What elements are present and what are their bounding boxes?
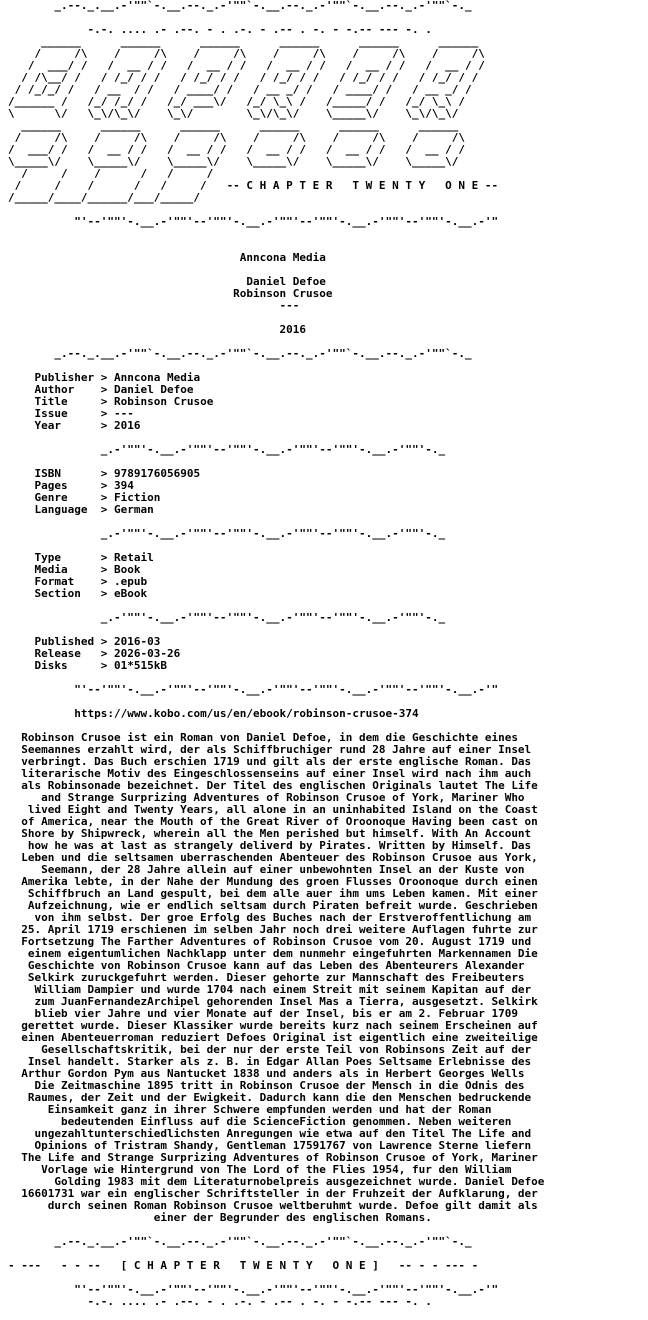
info-issue-key: Issue — [34, 407, 68, 420]
info-isbn-key: ISBN — [34, 467, 61, 480]
info-title-key: Title — [34, 395, 68, 408]
ascii-morse-top: -.-. .... .- .--. - . .-. - .-- . -. - -.-- --- -. . — [8, 23, 432, 36]
description-line: durch seinen Roman Robinson Crusoe weltberuhmt wurde. Defoe gilt damit als — [8, 1199, 538, 1212]
description-line: Arthur Gordon Pym aus Nantucket 1838 und anders als in Herbert Georges Wells — [8, 1067, 525, 1080]
description-line: Opinions of Tristram Shandy, Gentleman 17591767 von Lawrence Sterne liefern — [8, 1139, 532, 1152]
info-type-value: Retail — [113, 551, 154, 564]
description-line: blieb vier Jahre und vier Monate auf der Insel, bis er am 2. Februar 1709 — [8, 1007, 518, 1020]
ascii-logo-line: / /_/_/ / / __ / / / ____/ / / __ _/ / / ____/ / / __ _/ / — [8, 83, 472, 96]
info-issue-value: --- — [113, 407, 134, 420]
description-line: Raumes, der Zeit und der Ewigkeit. Dadurch kann die den Menschen bedruckende — [8, 1091, 532, 1104]
description-line: ungezahltunterschiedlichsten Anregungen wie etwa auf den Titel The Life and — [8, 1127, 532, 1140]
ascii-logo-line: /______ / /_/ /_/ / /_/ ___\/ /_/ \_\ / /_____/ / /_/ \_\ / — [8, 95, 465, 108]
info-author-key: Author — [34, 383, 75, 396]
ascii-logo-tail: / / / / / / — [8, 179, 207, 192]
info-release-value: 2026-03-26 — [113, 647, 181, 660]
ascii-wave-separator: _.--._.__.-'""`-.__.--._.-'""`-.__.--._.-'""`-.__.--._.-'""`-._ — [8, 347, 472, 360]
ascii-wave-separator: _.-'""'-.__.-'""'--'""'-.__.-'""'--'""'-.__.-'""'-._ — [8, 611, 446, 624]
info-language-value: German — [113, 503, 154, 516]
description-line: Aufzeichnung, wie er endlich seltsam durch Piraten befreit wurde. Geschrieben — [8, 899, 538, 912]
description-line: Vorlage wie Hintergrund von The Lord of the Flies 1954, fur den William — [8, 1163, 512, 1176]
ascii-logo-line: ______ ______ ______ ______ ______ ______ — [8, 119, 459, 132]
info-type-key: Type — [34, 551, 61, 564]
description-line: Seemannes erzahlt wird, der als Schiffbruchiger rund 28 Jahre auf einer Insel — [8, 743, 532, 756]
description-line: 25. April 1719 erschienen im selben Jahr noch drei weitere Auflagen fuhrte zur — [8, 923, 538, 936]
info-year-value: 2016 — [113, 419, 141, 432]
description-line: Fortsetzung The Farther Adventures of Robinson Crusoe vom 20. August 1719 und — [8, 935, 532, 948]
ascii-wave-footer: "'--'""'-.__.-'""'--'""'-.__.-'""'--'""'-.__.-'""'--'""'-.__.-'" — [8, 1283, 499, 1296]
description-line: Geschichte von Robinson Crusoe kann auf das Leben des Abenteurers Alexander — [8, 959, 525, 972]
description-line: Gesellschaftskritik, bei der nur der erste Teil von Robinsons Zeit auf der — [8, 1043, 532, 1056]
header-publisher: Anncona Media — [239, 251, 326, 264]
description-line: Shore by Shipwreck, wherein all the Men perished but himself. With An Account — [8, 827, 532, 840]
ascii-wave-separator: _.-'""'-.__.-'""'--'""'-.__.-'""'--'""'-.__.-'""'-._ — [8, 443, 446, 456]
info-isbn-value: 9789176056905 — [113, 467, 201, 480]
ascii-wave-top: _.--._.__.-'""`-.__.--._.-'""`-.__.--._.-'""`-.__.--._.-'""`-._ — [8, 0, 472, 12]
header-year: 2016 — [279, 323, 307, 336]
info-section-value: eBook — [113, 587, 148, 600]
description-line: bedeutenden Einfluss auf die ScienceFiction genommen. Neben weiteren — [8, 1115, 512, 1128]
ascii-logo-line: / ___/ / / __ / / / __ / / / __ / / / __ / / / __ / / — [8, 143, 465, 156]
description-line: Selkirk zuruckgefuhrt werden. Dieser gehorte zur Mannschaft des Freibeuters — [8, 971, 525, 984]
description-line: and Strange Surprizing Adventures of Robinson Crusoe of York, Mariner Who — [8, 791, 525, 804]
description-line: Insel handelt. Starker als z. B. in Edgar Allan Poes Seltsame Erlebnisse des — [8, 1055, 532, 1068]
source-url: https://www.kobo.com/us/en/ebook/robinson-crusoe-374 — [74, 707, 419, 720]
chapter-footer: - --- - - -- [ C H A P T E R T W E N T Y O N E ] -- - - --- - — [8, 1259, 479, 1272]
description-line: einer der Begrunder des englischen Romans. — [8, 1211, 432, 1224]
ascii-logo-line: / /\ / /\ / /\ / /\ / /\ / /\ — [8, 131, 465, 144]
description-line: einen Abenteuerroman reduziert Defoes Original ist eigentlich eine zweiteilige — [8, 1031, 538, 1044]
ascii-wave-bottom: _.--._.__.-'""`-.__.--._.-'""`-.__.--._.-'""`-.__.--._.-'""`-._ — [8, 1235, 472, 1248]
info-publisher-key: Publisher — [34, 371, 95, 384]
description-line: Amerika lebte, in der Nahe der Mundung des groen Flusses Oroonoque durch einen — [8, 875, 538, 888]
header-title: Robinson Crusoe — [233, 287, 333, 300]
ascii-morse-bottom: -.-. .... .- .--. - . .-. - .-- . -. - -.-- --- -. . — [8, 1295, 432, 1308]
info-release-key: Release — [34, 647, 81, 660]
description-line: William Dampier und wurde 1704 nach einem Streit mit seinem Kapitan auf der — [8, 983, 532, 996]
description-line: gerettet wurde. Dieser Klassiker wurde bereits kurz nach seinem Erscheinen auf — [8, 1019, 538, 1032]
info-media-key: Media — [34, 563, 68, 576]
description-line: Schiffbruch an Land gespult, bei dem alle auer ihm ums Leben kamen. Mit einer — [8, 887, 538, 900]
header-author: Daniel Defoe — [246, 275, 326, 288]
description-line: The Life and Strange Surprizing Adventures of Robinson Crusoe of York, Mariner — [8, 1151, 538, 1164]
info-publisher-value: Anncona Media — [113, 371, 201, 384]
ascii-logo-line: / /\__/ / / /_/ / / / /_/ / / / /_/ / / / /_/ / / / /_/ / / — [8, 71, 479, 84]
ascii-logo-line: ______ ______ ______ ______ ______ ______ — [8, 35, 479, 48]
ascii-logo-tail: / / / / / / — [8, 167, 214, 180]
chapter-heading: -- C H A P T E R T W E N T Y O N E -- — [226, 179, 499, 192]
ascii-wave-separator: "'--'""'-.__.-'""'--'""'-.__.-'""'--'""'-.__.-'""'--'""'-.__.-'" — [8, 683, 499, 696]
info-format-value: .epub — [114, 575, 148, 588]
ascii-wave-separator: _.-'""'-.__.-'""'--'""'-.__.-'""'--'""'-.__.-'""'-._ — [8, 527, 446, 540]
description-line: Leben und die seltsamen uberraschenden Abenteuer des Robinson Crusoe aus York, — [8, 851, 538, 864]
description-line: how he was at last as strangely deliverd by Pirates. Written by Himself. Das — [8, 839, 532, 852]
description-line: Einsamkeit ganz in ihrer Schwere empfunden werden und hat der Roman — [8, 1103, 492, 1116]
ascii-logo-tail: /_____/____/______/___/_____/ — [8, 191, 201, 204]
info-section-key: Section — [34, 587, 81, 600]
description-line: of America, near the Mouth of the Great River of Oroonoque Having been cast on — [8, 815, 538, 828]
header-issue: --- — [279, 299, 300, 312]
description-line: Seemann, der 28 Jahre allein auf einer unbewohnten Insel an der Kuste von — [8, 863, 525, 876]
description-line: 16601731 war ein englischer Schriftsteller in der Fruhzeit der Aufklarung, der — [8, 1187, 538, 1200]
info-disks-value: 01*515kB — [113, 659, 167, 672]
info-genre-key: Genre — [34, 491, 68, 504]
description-line: Die Zeitmaschine 1895 tritt in Robinson Crusoe der Mensch in die Odnis des — [8, 1079, 525, 1092]
info-media-value: Book — [113, 563, 141, 576]
info-format-key: Format — [34, 575, 75, 588]
info-author-value: Daniel Defoe — [114, 383, 194, 396]
info-published-key: Published — [34, 635, 95, 648]
info-year-key: Year — [34, 419, 61, 432]
description-line: Golding 1983 mit dem Literaturnobelpreis ausgezeichnet wurde. Daniel Defoe — [8, 1175, 545, 1188]
info-title-value: Robinson Crusoe — [113, 395, 214, 408]
nfo-document: _.--._.__.-'""`-.__.--._.-'""`-.__.--._.-'""`-.__.--._.-'""`-._ -.-. .... .- .--. - . .-. - .-- . -. - -.-- --- -. . ______ ______ ______ ______ ______ ______ / /\ / /\ / /\ / /\ / /\ / /\ / ___/ / / __ / / / __ / / / __ / / / __ / / / __ / / / /\__/ / / /_/ / / / /_/ / / / /_/ / / / /_/ / / / /_/ / / / /_/_/ / / __ / / / ____/ / / __ _/ / / ____/ / / __ _/ / /______ / /_/ /_/ / /_/ ___\/ /_/ \_\ / /_____/ / /_/ \_\ / \ \/ \_\/\_\/ \_\/ \_\/\_\/ \_____\/ \_\/\_\/ ______ ______ ______ ______ ______ ______ / /\ / /\ / /\ / /\ / /\ / /\ / ___/ / / __ / / / __ / / / __ / / / __ / / / __ / / \_____\/ \_____\/ \_____\/ \_____\/ \_____\/ \_____\/ / / / / / / / / / / / / -- C H A P T E R T W E N T Y O N E -- /_____/____/______/___/_____/ "'--'""'-.__.-'""'--'""'-.__.-'""'--'""'-.__.-'""'--'""'-.__.-'" Anncona Media Daniel Defoe Robinson Crusoe --- 2016 _.--._.__.-'""`-.__.--._.-'""`-.__.--._.-'""`-.__.--._.-'""`-._ Publisher > Anncona Media Author > Daniel Defoe Title > Robinson Crusoe Issue > --- Year > 2016 _.-'""'-.__.-'""'--'""'-.__.-'""'--'""'-.__.-'""'-._ ISBN > 9789176056905 Pages > 394 Genre > Fiction Language > German _.-'""'-.__.-'""'--'""'-.__.-'""'--'""'-.__.-'""'-._ Type > Retail Media > Book Format > .epub Section > eBook _.-'""'-.__.-'""'--'""'-.__.-'""'--'""'-.__.-'""'-._ Published > 2016-03 Release > 2026-03-26 Disks > 01*515kB "'--'""'-.__.-'""'--'""'-.__.-'""'--'""'-.__.-'""'--'""'-.__.-'" https://www.kobo.com/us/en/ebook/robinson-crusoe-374 Robinson Crusoe ist ein Roman von Daniel Defoe, in dem die Geschichte eines Seemannes erzahlt wird, der als Schiffbruchiger rund 28 Jahre auf einer Insel verbringt. Das Buch erschien 1719 und gilt als der erste englische Roman. Das literarische Motiv des Eingeschlossenseins auf einer Insel wird nach ihm auch als Robinsonade bezeichnet. Der Titel des englischen Originals lautet The Life and Strange Surprizing Adventures of Robinson Crusoe of York, Mariner Who lived Eight and Twenty Years, all alone in an uninhabited Island on the Coast of America, near the Mouth of the Great River of Oroonoque Having been cast on Shore by Shipwreck, wherein all the Men perished but himself. With An Account how he was at last as strangely deliverd by Pirates. Written by Himself. Das Leben und die seltsamen uberraschenden Abenteuer des Robinson Crusoe aus York, Seemann, der 28 Jahre allein auf einer unbewohnten Insel an der Kuste von Amerika lebte, in der Nahe der Mundung des groen Flusses Oroonoque durch einen Schiffbruch an Land gespult, bei dem alle auer ihm ums Leben kamen. Mit einer Aufzeichnung, wie er endlich seltsam durch Piraten befreit wurde. Geschrieben von ihm selbst. Der groe Erfolg des Buches nach der Erstveroffentlichung am 25. April 1719 erschienen im selben Jahr noch drei weitere Auflagen fuhrte zur Fortsetzung The Farther Adventures of Robinson Crusoe vom 20. August 1719 und einem eigentumlichen Nachklapp unter dem nunmehr eingefuhrten Markennamen Die Geschichte von Robinson Crusoe kann auf das Leben des Abenteurers Alexander Selkirk zuruckgefuhrt werden. Dieser gehorte zur Mannschaft des Freibeuters William Dampier und wurde 1704 nach einem Streit mit seinem Kapitan auf der zum JuanFernandezArchipel gehorenden Insel Mas a Tierra, ausgesetzt. Selkirk blieb vier Jahre und vier Monate auf der Insel, bis er am 2. Februar 1709 gerettet wurde. Dieser Klassiker wurde bereits kurz nach seinem Erscheinen auf einen Abenteuerroman reduziert Defoes Original ist eigentlich eine zweiteilige Gesellschaftskritik, bei der nur der erste Teil von Robinsons Zeit auf der Insel handelt. Starker als z. B. in Edgar Allan Poes Seltsame Erlebnisse des Arthur Gordon Pym aus Nantucket 1838 und anders als in Herbert Georges Wells Die Zeitmaschine 1895 tritt in Robinson Crusoe der Mensch in die Odnis des Raumes, der Zeit und der Ewigkeit. Dadurch kann die den Menschen bedruckende Einsamkeit ganz in ihrer Schwere empfunden werden und hat der Roman bedeutenden Einfluss auf die ScienceFiction genommen. Neben weiteren ungezahltunterschiedlichsten Anregungen wie etwa auf den Titel The Life and Opinions of Tristram Shandy, Gentleman 17591767 von Lawrence Sterne liefern The Life and Strange Surprizing Adventures of Robinson Crusoe of York, Mariner Vorlage wie Hintergrund von The Lord of the Flies 1954, fur den William Golding 1983 mit dem Literaturnobelpreis ausgezeichnet wurde. Daniel Defoe 16601731 war ein englischer Schriftsteller in der Fruhzeit der Aufklarung, der durch seinen Roman Robinson Crusoe weltberuhmt wurde. Defoe gilt damit als einer der Begrunder des englischen Romans. _.--._.__.-'""`-.__.--._.-'""`-.__.--._.-'""`-.__.--._.-'""`-._ - --- - - -- [ C H A P T E R T W E N T Y O N E ] -- - - --- - "'--'""'-.__.-'""'--'""'-.__.-'""'--'""'-.__.-'""'--'""'-.__.-'" -.-. .... .- .--. - . .-. - .-- . -. - -.-- --- -. . — [8, 0, 545, 1308]
ascii-logo-line: \_____\/ \_____\/ \_____\/ \_____\/ \_____\/ \_____\/ — [8, 155, 459, 168]
description-line: Robinson Crusoe ist ein Roman von Daniel Defoe, in dem die Geschichte eines — [8, 731, 518, 744]
ascii-logo-line: \ \/ \_\/\_\/ \_\/ \_\/\_\/ \_____\/ \_\/\_\/ — [8, 107, 459, 120]
info-pages-value: 394 — [113, 479, 134, 492]
info-disks-key: Disks — [34, 659, 68, 672]
description-line: einem eigentumlichen Nachklapp unter dem nunmehr eingefuhrten Markennamen Die — [8, 947, 538, 960]
description-line: verbringt. Das Buch erschien 1719 und gilt als der erste englische Roman. Das — [8, 755, 532, 768]
info-pages-key: Pages — [34, 479, 68, 492]
description-line: literarische Motiv des Eingeschlossenseins auf einer Insel wird nach ihm auch — [8, 767, 532, 780]
ascii-logo-line: / ___/ / / __ / / / __ / / / __ / / / __ / / / __ / / — [8, 59, 485, 72]
info-language-key: Language — [34, 503, 88, 516]
description-line: lived Eight and Twenty Years, all alone in an uninhabited Island on the Coast — [8, 803, 538, 816]
info-published-value: 2016-03 — [113, 635, 161, 648]
description-line: von ihm selbst. Der groe Erfolg des Buches nach der Erstveroffentlichung am — [8, 911, 532, 924]
ascii-logo-line: / /\ / /\ / /\ / /\ / /\ / /\ — [8, 47, 485, 60]
info-genre-value: Fiction — [113, 491, 161, 504]
description-line: als Robinsonade bezeichnet. Der Titel des englischen Originals lautet The Life — [8, 779, 538, 792]
ascii-wave-mid: "'--'""'-.__.-'""'--'""'-.__.-'""'--'""'-.__.-'""'--'""'-.__.-'" — [8, 215, 499, 228]
description-line: zum JuanFernandezArchipel gehorenden Insel Mas a Tierra, ausgesetzt. Selkirk — [8, 995, 538, 1008]
